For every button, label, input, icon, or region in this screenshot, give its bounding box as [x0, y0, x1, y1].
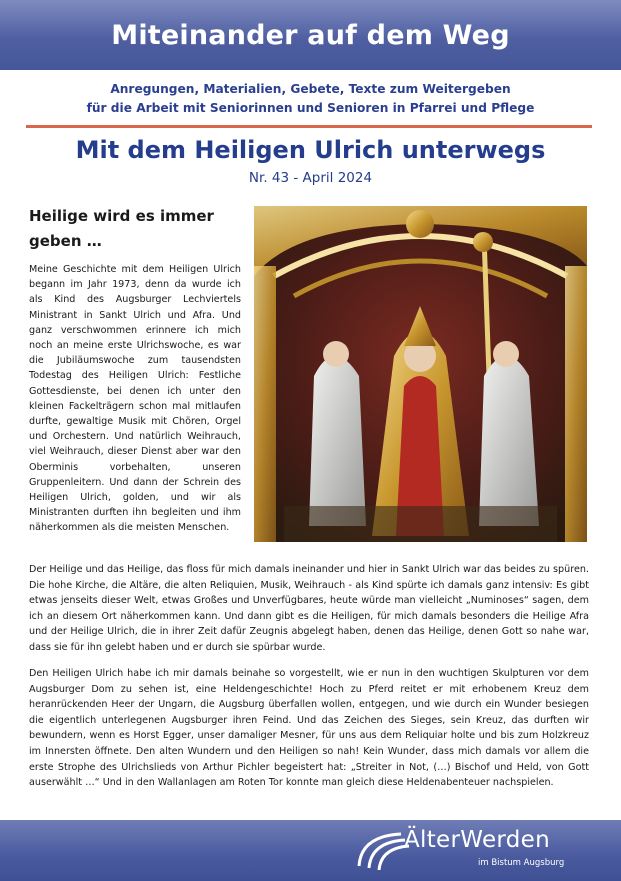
issue-number: Nr. 43 - April 2024: [248, 170, 373, 186]
logo-swoosh-icon: [351, 826, 411, 874]
logo-text: ÄlterWerden: [404, 827, 550, 853]
subtitle-line-1: Anregungen, Materialien, Gebete, Texte zum Weitergeben: [110, 82, 511, 96]
divider-rule: [26, 125, 592, 128]
subtitle: [0, 80, 621, 118]
article-column-text: Meine Geschichte mit dem Heiligen Ulrich begann im Jahr 1973, denn da wurde ich als Kind des Augsburger Lechviertels Ministrant in Sankt Ulrich und Afra. Und ganz verschwommen erinnere ich mich noch an meine erste Ulrichswoche, es war die Jubiläumswoche zum tausendsten Todestag des Heiligen Ulrich: Festliche Gottesdienste, bei denen ich unter den kleinen Fackelträgern schon mal mitlaufen durfte, gewaltige Musik mit Chören, Orgel und Orchestern. Und natürlich Weihrauch, viel Weihrauch, dieser Dienst aber war den Oberminis vorbehalten, unseren Gruppenleitern. Und dann der Schrein des Heiligen Ulrich, golden, und wir als Ministranten durften ihn begleiten und ihm näherkommen als die meisten Menschen.: [29, 264, 241, 534]
altar-illustration: [254, 206, 587, 542]
top-banner: [0, 0, 621, 70]
altar-photo: [254, 206, 587, 542]
logo-subtext: im Bistum Augsburg: [478, 858, 565, 868]
main-title: Mit dem Heiligen Ulrich unterwegs: [75, 136, 546, 164]
subtitle-line-2: für die Arbeit mit Seniorinnen und Senioren in Pfarrei und Pflege: [86, 101, 535, 115]
banner-title: Miteinander auf dem Weg: [111, 19, 510, 51]
article-heading: Heilige wird es immer geben …: [29, 207, 214, 250]
article-paragraph-2: Der Heilige und das Heilige, das floss für mich damals ineinander und hier in Sankt Ulrich war das beides zu spüren. Die hohe Kirche, die Altäre, die alten Reliquien, Musik, Weihrauch - als Kind spürte ich damals ganz intensiv: Es gibt etwas jenseits dieser Welt, etwas Großes und Unverfügbares, heute würde man vielleicht „Numinoses“ sagen, dem ich an diesem Ort näherkommen kann. Und dann gibt es die Heiligen, für mich damals besonders die Heilige Afra und der Heilige Ulrich, die in ihrer Zeit dafür Zeugnis abgelegt haben, denen das Heilige, denen Gott so nahe war, dass sie für ihn gelebt haben und er durch sie spürbar wurde.: [29, 564, 589, 653]
article-paragraph-3: Den Heiligen Ulrich habe ich mir damals beinahe so vorgestellt, wie er nun in den wuchtigen Skulpturen vor dem Augsburger Dom zu sehen ist, eine Heldengeschichte! Hoch zu Pferd reitet er mit erhobenem Kreuz dem heranrückenden Heer der Ungarn, die Augsburg überfallen wollen, entgegen, und wie durch ein Wunder besiegen die eigentlich unterlegenen Augsburger ihren Feind. Und das Zeichen des Sieges, sein Kreuz, das durften wir bewundern, wenn es Horst Egger, unser damaliger Mesner, für uns aus dem Reliquiar holte und bis zum Holzkreuz im Innersten öffnete. Den alten Wundern und den Heiligen so nah! Kein Wunder, dass mich damals vor allem die erste Strophe des Ulrichslieds von Arthur Pichler begeistert hat: „Streiter in Not, (…) Bischof und Held, von Gott auserwählt …“ Und in den Wallanlagen am Roten Tor konnte man gleich diese Heldenabenteuer nachspielen.: [29, 668, 589, 789]
